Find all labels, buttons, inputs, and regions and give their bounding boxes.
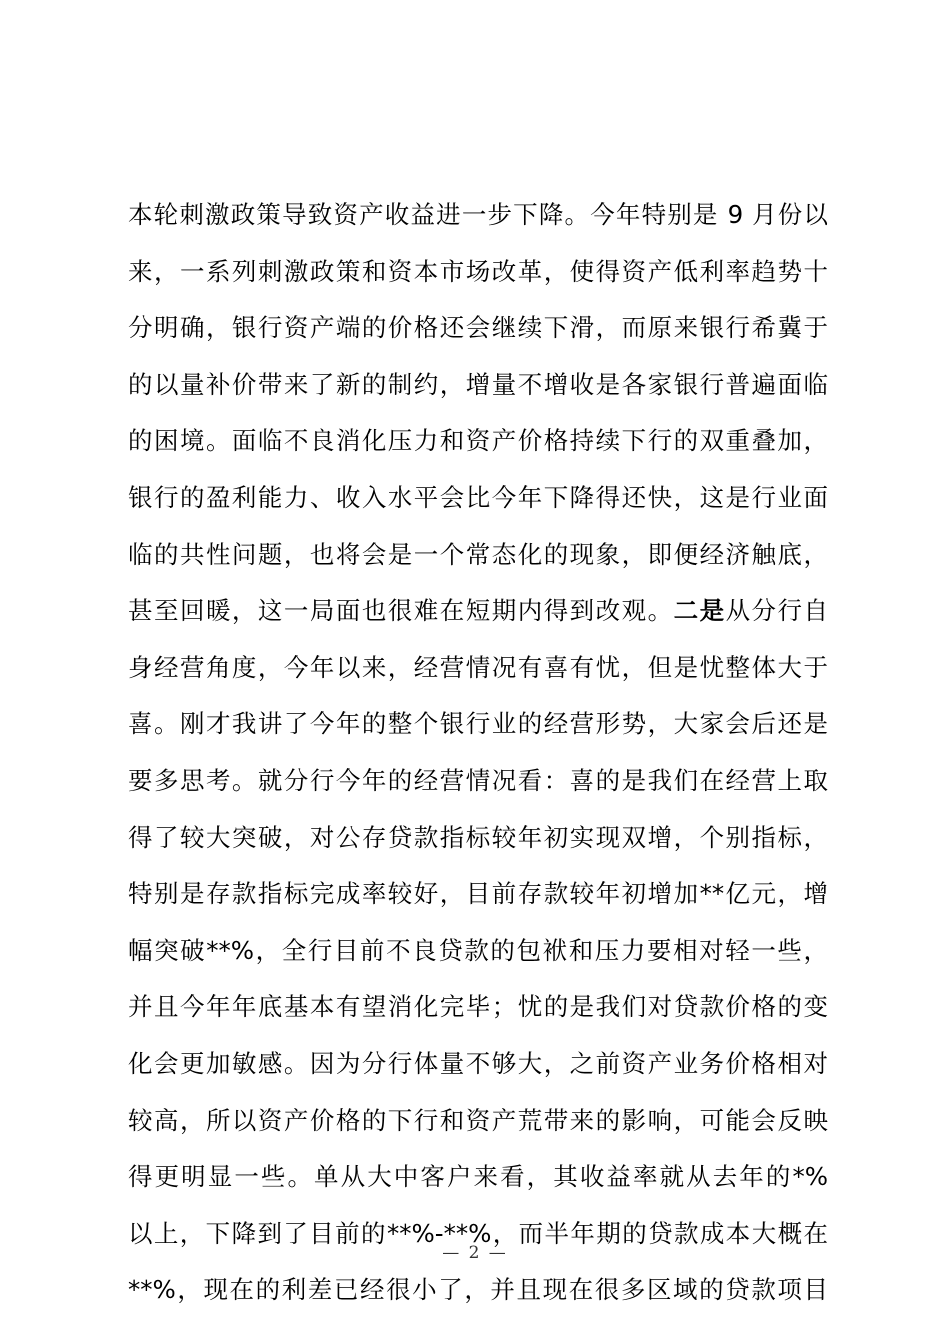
text-line-3: 分明确，银行资产端的价格还会继续下滑，而原来银行希冀于 <box>128 313 828 343</box>
text-line-13: 特别是存款指标完成率较好，目前存款较年初增加**亿元，增 <box>128 879 828 909</box>
text-line-8-after: 从分行自 <box>725 596 828 626</box>
text-line-14: 幅突破**%，全行目前不良贷款的包袱和压力要相对轻一些， <box>128 935 828 965</box>
text-line-6: 银行的盈利能力、收入水平会比今年下降得还快，这是行业面 <box>128 482 828 512</box>
body-paragraph <box>128 187 828 1319</box>
text-line-19: 以上，下降到了目前的**%-**%，而半年期的贷款成本大概在 <box>128 1218 828 1248</box>
text-line-8 <box>128 583 828 640</box>
text-line-15: 并且今年年底基本有望消化完毕；忧的是我们对贷款价格的变 <box>128 992 828 1022</box>
text-line-18: 得更明显一些。单从大中客户来看，其收益率就从去年的*% <box>128 1162 828 1192</box>
emphasis-label: 二是 <box>673 596 726 626</box>
text-line-17: 较高，所以资产价格的下行和资产荒带来的影响，可能会反映 <box>128 1105 828 1135</box>
text-line-8-before: 甚至回暖，这一局面也很难在短期内得到改观。 <box>128 596 674 626</box>
text-line-16: 化会更加敏感。因为分行体量不够大，之前资产业务价格相对 <box>128 1048 828 1078</box>
text-line-2: 来，一系列刺激政策和资本市场改革，使得资产低利率趋势十 <box>128 256 828 286</box>
text-line-7: 临的共性问题，也将会是一个常态化的现象，即便经济触底， <box>128 539 828 569</box>
text-line-5: 的困境。面临不良消化压力和资产价格持续下行的双重叠加， <box>128 426 828 456</box>
text-line-1: 本轮刺激政策导致资产收益进一步下降。今年特别是 9 月份以 <box>128 200 828 229</box>
text-line-10: 喜。刚才我讲了今年的整个银行业的经营形势，大家会后还是 <box>128 709 828 739</box>
text-line-4: 的以量补价带来了新的制约，增量不增收是各家银行普遍面临 <box>128 369 828 399</box>
text-line-9: 身经营角度，今年以来，经营情况有喜有忧，但是忧整体大于 <box>128 652 828 682</box>
page-number: — 2 — <box>442 1243 508 1263</box>
text-line-12: 得了较大突破，对公存贷款指标较年初实现双增，个别指标， <box>128 822 828 852</box>
text-line-20: **%，现在的利差已经很小了，并且现在很多区域的贷款项目 <box>128 1275 828 1305</box>
text-line-11: 要多思考。就分行今年的经营情况看：喜的是我们在经营上取 <box>128 765 828 795</box>
